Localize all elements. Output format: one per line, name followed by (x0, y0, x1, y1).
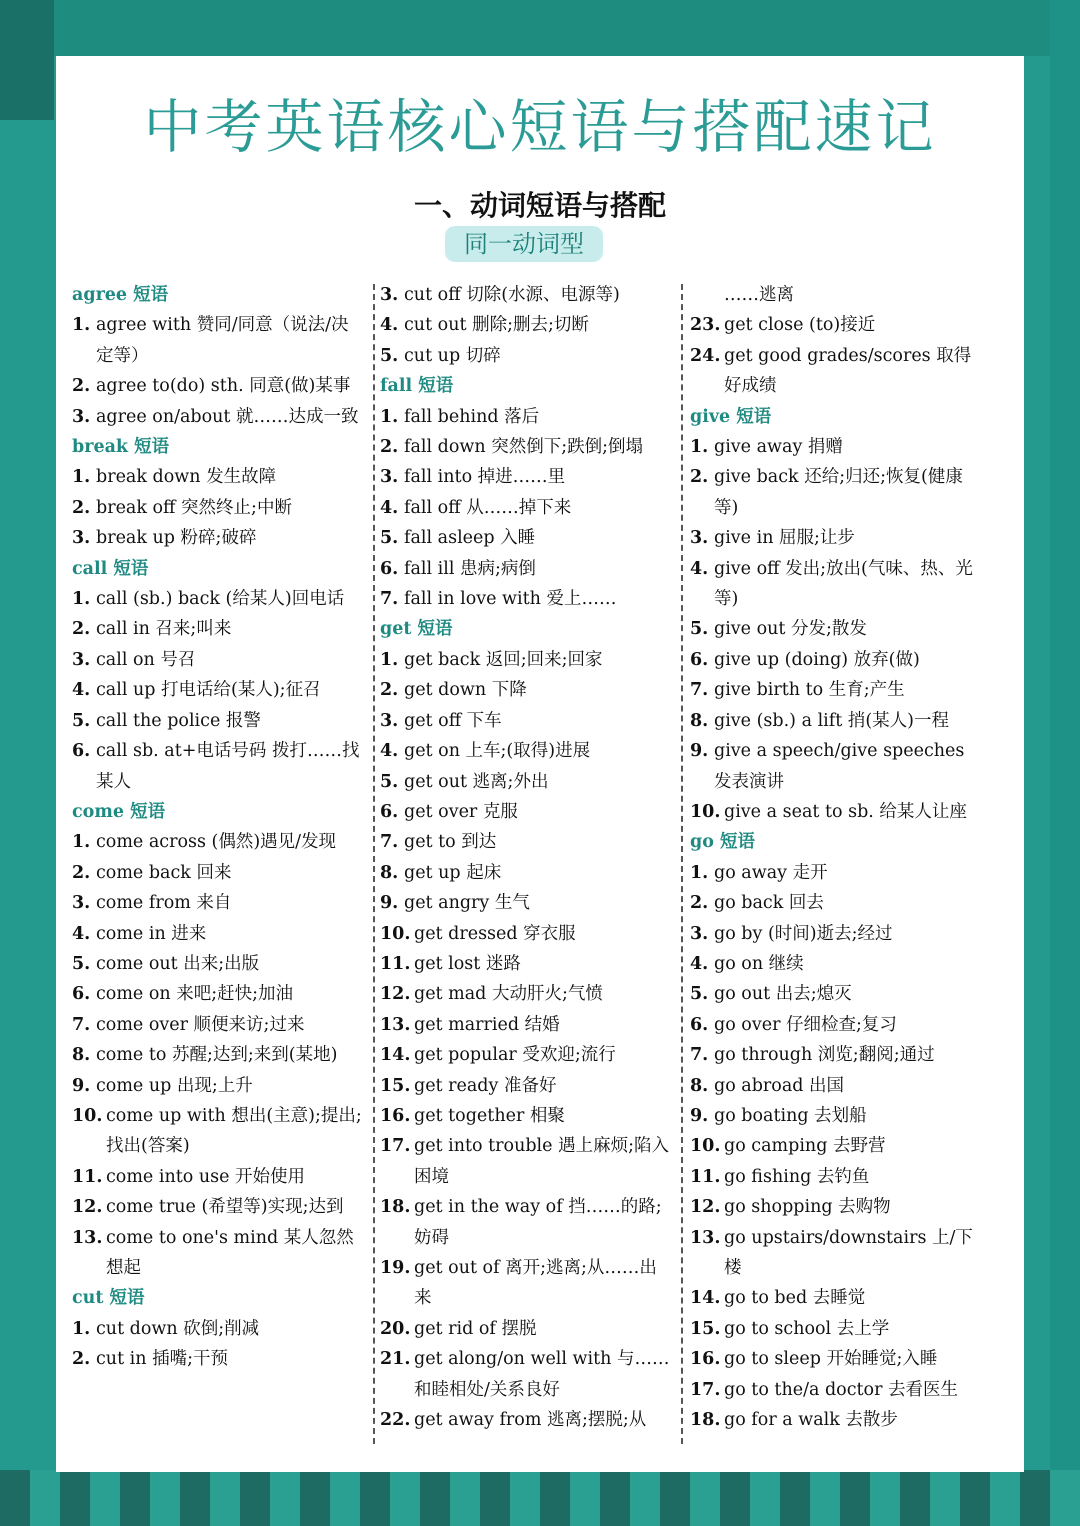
phrase-item (690, 1344, 980, 1374)
item-number: 11. (690, 1166, 721, 1187)
item-number: 12. (690, 1197, 721, 1218)
phrase-text: get married 结婚 (414, 1014, 560, 1035)
item-number: 3. (72, 528, 91, 549)
phrase-text: call (sb.) back (给某人)回电话 (96, 589, 345, 610)
phrase-text: break up 粉碎;破碎 (96, 528, 257, 549)
phrase-item (690, 1283, 980, 1313)
phrase-item (72, 949, 362, 979)
item-number: 7. (690, 1045, 709, 1066)
item-number: 12. (72, 1197, 103, 1218)
column-3 (690, 280, 980, 1435)
phrase-text: come across (偶然)遇见/发现 (96, 832, 337, 853)
phrase-item (380, 1344, 670, 1405)
phrase-item (72, 1010, 362, 1040)
phrase-item (380, 493, 670, 523)
group-heading: cut 短语 (72, 1288, 145, 1309)
item-number: 9. (690, 1105, 709, 1126)
item-number: 6. (690, 1014, 709, 1035)
phrase-text: get lost 迷路 (414, 953, 521, 974)
column-divider (373, 284, 375, 1444)
phrase-text: go by (时间)逝去;经过 (714, 923, 893, 944)
item-number: 14. (690, 1288, 721, 1309)
phrase-item (380, 554, 670, 584)
group-heading: come 短语 (72, 801, 166, 822)
phrase-text: get mad 大动肝火;气愤 (414, 984, 603, 1005)
phrase-text: agree with 赞同/同意（说法/决定等） (96, 315, 349, 366)
phrase-text: come on 来吧;赶快;加油 (96, 984, 294, 1005)
phrase-item (380, 1253, 670, 1314)
item-number: 16. (690, 1349, 721, 1370)
phrase-item (690, 523, 980, 553)
phrase-item (72, 523, 362, 553)
phrase-text: come from 来自 (96, 893, 232, 914)
item-number: 7. (690, 680, 709, 701)
group-heading: get 短语 (380, 619, 453, 640)
phrase-text: fall off 从……掉下来 (404, 497, 572, 518)
item-number: 22. (380, 1410, 411, 1431)
phrase-item (690, 1405, 980, 1435)
phrase-text: go through 浏览;翻阅;通过 (714, 1045, 935, 1066)
phrase-text: get to 到达 (404, 832, 497, 853)
phrase-text: come over 顺便来访;过来 (96, 1014, 305, 1035)
phrase-text: go abroad 出国 (714, 1075, 845, 1096)
item-number: 3. (72, 893, 91, 914)
phrase-text: cut off 切除(水源、电源等) (404, 285, 620, 305)
item-number: 8. (690, 710, 709, 731)
phrase-item (380, 888, 670, 918)
phrase-item (380, 827, 670, 857)
item-number: 2. (72, 376, 91, 397)
phrase-text: fall in love with 爱上…… (404, 589, 617, 610)
phrase-text: cut up 切碎 (404, 345, 501, 366)
phrase-text: get up 起床 (404, 862, 502, 883)
phrase-item (690, 1040, 980, 1070)
item-number: 21. (380, 1349, 411, 1370)
phrase-item (380, 584, 670, 614)
phrase-text: go out 出去;熄灭 (714, 984, 852, 1005)
phrase-text: call sb. at+电话号码 拨打……找某人 (96, 741, 360, 792)
phrase-text: come out 出来;出版 (96, 953, 260, 974)
phrase-text: break off 突然终止;中断 (96, 497, 292, 518)
item-number: 4. (72, 923, 91, 944)
phrase-text: get together 相聚 (414, 1105, 565, 1126)
phrase-text: go shopping 去购物 (724, 1197, 891, 1218)
document-page (56, 56, 1024, 1472)
item-number: 7. (380, 832, 399, 853)
phrase-item (72, 1162, 362, 1192)
section-title: 一、动词短语与搭配 (413, 189, 666, 222)
item-number: 7. (72, 1014, 91, 1035)
phrase-item (72, 919, 362, 949)
item-number: 13. (380, 1014, 411, 1035)
phrase-text: get in the way of 挡……的路;妨碍 (414, 1197, 662, 1248)
item-number: 13. (72, 1227, 103, 1248)
phrase-text: fall behind 落后 (404, 406, 540, 427)
phrase-text: come into use 开始使用 (106, 1166, 306, 1187)
phrase-text: give (sb.) a lift 捎(某人)一程 (714, 710, 949, 731)
item-number: 23. (690, 315, 721, 336)
phrase-text: give off 发出;放出(气味、热、光等) (714, 558, 973, 610)
phrase-item (690, 1192, 980, 1222)
phrase-item (380, 1405, 670, 1435)
phrase-text: go over 仔细检查;复习 (714, 1014, 897, 1035)
column-divider (681, 284, 683, 1444)
phrase-text: go to the/a doctor 去看医生 (724, 1379, 959, 1400)
phrase-text: come up with 想出(主意);提出;找出(答案) (106, 1105, 362, 1157)
phrase-item (380, 1071, 670, 1101)
phrase-item (72, 645, 362, 675)
phrase-item (380, 341, 670, 371)
item-number: 18. (690, 1410, 721, 1431)
phrase-continuation: ……逃离 (724, 285, 794, 305)
phrase-text: call the police 报警 (96, 710, 261, 731)
phrase-item (72, 736, 362, 797)
phrase-text: get on 上车;(取得)进展 (404, 741, 591, 762)
phrase-item (380, 523, 670, 553)
phrase-text: go boating 去划船 (714, 1105, 867, 1126)
item-number: 12. (380, 984, 411, 1005)
phrase-item (690, 1162, 980, 1192)
phrase-text: get over 克服 (404, 801, 518, 822)
item-number: 8. (72, 1045, 91, 1066)
phrase-item (72, 614, 362, 644)
phrase-text: fall asleep 入睡 (404, 528, 536, 549)
item-number: 6. (72, 741, 91, 762)
item-number: 1. (72, 832, 91, 853)
phrase-item (72, 493, 362, 523)
phrase-item (72, 1344, 362, 1374)
column-2 (380, 280, 670, 1435)
item-number: 3. (72, 406, 91, 427)
phrase-item (690, 919, 980, 949)
phrase-text: go for a walk 去散步 (724, 1410, 898, 1431)
phrase-item (690, 706, 980, 736)
item-number: 24. (690, 345, 721, 366)
phrase-item (380, 432, 670, 462)
phrase-item (690, 888, 980, 918)
phrase-item (72, 1223, 362, 1284)
phrase-item (380, 280, 670, 310)
phrase-item (690, 736, 980, 797)
phrase-text: give a seat to sb. 给某人让座 (724, 801, 967, 822)
item-number: 5. (380, 528, 399, 549)
item-number: 2. (72, 862, 91, 883)
item-number: 2. (380, 680, 399, 701)
phrase-text: go away 走开 (714, 862, 828, 883)
item-number: 1. (72, 1318, 91, 1339)
item-number: 14. (380, 1045, 411, 1066)
phrase-text: get back 返回;回来;回家 (404, 649, 603, 670)
phrase-item (380, 736, 670, 766)
phrase-text: go to bed 去睡觉 (724, 1288, 866, 1309)
phrase-item (72, 1192, 362, 1222)
phrase-item (690, 949, 980, 979)
phrase-text: give birth to 生育;产生 (714, 680, 905, 701)
phrase-text: give out 分发;散发 (714, 619, 867, 640)
phrase-item (72, 979, 362, 1009)
phrase-text: fall down 突然倒下;跌倒;倒塌 (404, 437, 644, 458)
item-number: 6. (380, 801, 399, 822)
item-number: 19. (380, 1258, 411, 1278)
item-number: 1. (72, 589, 91, 610)
group-heading: agree 短语 (72, 285, 169, 305)
phrase-text: go to school 去上学 (724, 1318, 890, 1339)
phrase-item (72, 827, 362, 857)
phrase-text: go on 继续 (714, 953, 804, 974)
item-number: 6. (690, 649, 709, 670)
phrase-item (72, 1314, 362, 1344)
item-number: 10. (380, 923, 411, 944)
phrase-item (690, 797, 980, 827)
phrase-text: give up (doing) 放弃(做) (714, 649, 920, 670)
item-number: 16. (380, 1105, 411, 1126)
phrase-item (690, 858, 980, 888)
item-number: 20. (380, 1318, 411, 1339)
phrase-item (72, 402, 362, 432)
item-number: 1. (72, 467, 91, 488)
phrase-item (380, 767, 670, 797)
phrase-item (690, 1375, 980, 1405)
phrase-item (380, 402, 670, 432)
item-number: 4. (690, 558, 709, 579)
phrase-text: come to one's mind 某人忽然想起 (106, 1227, 354, 1278)
phrase-item (380, 919, 670, 949)
phrase-item (72, 1071, 362, 1101)
item-number: 4. (690, 953, 709, 974)
phrase-text: come back 回来 (96, 862, 232, 883)
phrase-item (380, 462, 670, 492)
phrase-text: come to 苏醒;达到;来到(某地) (96, 1045, 338, 1066)
phrase-item (690, 1314, 980, 1344)
item-number: 3. (380, 285, 399, 305)
item-number: 11. (380, 953, 411, 974)
footer-band (0, 1470, 1080, 1526)
phrase-text: come in 进来 (96, 923, 207, 944)
item-number: 9. (380, 893, 399, 914)
phrase-item (72, 1040, 362, 1070)
phrase-item (690, 341, 980, 402)
item-number: 3. (380, 710, 399, 731)
item-number: 4. (380, 497, 399, 518)
item-number: 17. (380, 1136, 411, 1157)
phrase-item (690, 1010, 980, 1040)
phrase-text: go fishing 去钓鱼 (724, 1166, 870, 1187)
phrase-text: get ready 准备好 (414, 1075, 557, 1096)
phrase-item (690, 462, 980, 523)
phrase-text: give in 屈服;让步 (714, 528, 855, 549)
item-number: 7. (380, 589, 399, 610)
item-number: 3. (72, 649, 91, 670)
item-number: 9. (690, 741, 709, 762)
phrase-item (690, 1131, 980, 1161)
right-band (1050, 0, 1080, 1526)
phrase-text: fall into 掉进……里 (404, 467, 566, 488)
item-number: 1. (380, 649, 399, 670)
phrase-text: call in 召来;叫来 (96, 619, 232, 640)
group-heading: break 短语 (72, 437, 170, 458)
phrase-text: come up 出现;上升 (96, 1075, 253, 1096)
phrase-text: get good grades/scores 取得好成绩 (724, 345, 972, 397)
phrase-text: get out of 离开;逃离;从……出来 (414, 1258, 657, 1309)
item-number: 3. (690, 923, 709, 944)
phrase-item (72, 706, 362, 736)
phrase-text: get away from 逃离;摆脱;从 (414, 1410, 647, 1431)
phrase-item (380, 1192, 670, 1253)
item-number: 8. (690, 1075, 709, 1096)
phrase-text: get close (to)接近 (724, 315, 876, 336)
phrase-item (690, 979, 980, 1009)
phrase-item (380, 706, 670, 736)
item-number: 2. (690, 893, 709, 914)
phrase-item (690, 614, 980, 644)
phrase-item (72, 462, 362, 492)
item-number: 17. (690, 1379, 721, 1400)
group-heading: fall 短语 (380, 376, 454, 397)
phrase-item (72, 888, 362, 918)
item-number: 5. (380, 345, 399, 366)
item-number: 15. (380, 1075, 411, 1096)
phrase-item (690, 310, 980, 340)
phrase-text: cut out 删除;删去;切断 (404, 315, 589, 336)
phrase-text: get down 下降 (404, 680, 527, 701)
item-number: 4. (380, 315, 399, 336)
item-number: 2. (72, 619, 91, 640)
column-1 (72, 280, 362, 1375)
item-number: 1. (72, 315, 91, 336)
item-number: 11. (72, 1166, 103, 1187)
phrase-item (380, 858, 670, 888)
item-number: 10. (690, 801, 721, 822)
page-title: 中考英语核心短语与搭配速记 (143, 93, 937, 161)
phrase-item (380, 645, 670, 675)
phrase-item (690, 1071, 980, 1101)
item-number: 8. (380, 862, 399, 883)
phrase-item (72, 858, 362, 888)
item-number: 1. (690, 437, 709, 458)
item-number: 2. (72, 1349, 91, 1370)
phrase-text: agree to(do) sth. 同意(做)某事 (96, 376, 351, 397)
item-number: 1. (380, 406, 399, 427)
phrase-text: get into trouble 遇上麻烦;陷入困境 (414, 1136, 669, 1187)
group-heading: go 短语 (690, 832, 756, 853)
phrase-item (380, 979, 670, 1009)
phrase-text: get dressed 穿衣服 (414, 923, 576, 944)
phrase-item (690, 1223, 980, 1284)
group-heading: call 短语 (72, 558, 149, 579)
phrase-text: give a speech/give speeches 发表演讲 (714, 741, 965, 792)
phrase-item (380, 797, 670, 827)
phrase-item (690, 675, 980, 705)
phrase-item (380, 1040, 670, 1070)
phrase-text: agree on/about 就……达成一致 (96, 406, 359, 427)
item-number: 5. (690, 619, 709, 640)
item-number: 15. (690, 1318, 721, 1339)
item-number: 13. (690, 1227, 721, 1248)
phrase-item (72, 584, 362, 614)
item-number: 6. (72, 984, 91, 1005)
phrase-item (380, 1010, 670, 1040)
phrase-text: call on 号召 (96, 649, 196, 670)
phrase-text: get angry 生气 (404, 893, 530, 914)
phrase-item (690, 1101, 980, 1131)
item-number: 10. (72, 1105, 103, 1126)
phrase-text: get rid of 摆脱 (414, 1318, 537, 1339)
phrase-text: come true (希望等)实现;达到 (106, 1197, 344, 1218)
phrase-text: give away 捐赠 (714, 437, 843, 458)
item-number: 10. (690, 1136, 721, 1157)
item-number: 3. (380, 467, 399, 488)
phrase-item (72, 371, 362, 401)
phrase-text: cut in 插嘴;干预 (96, 1349, 228, 1370)
phrase-text: go upstairs/downstairs 上/下楼 (724, 1227, 973, 1278)
item-number: 4. (380, 741, 399, 762)
phrase-text: get popular 受欢迎;流行 (414, 1045, 616, 1066)
item-number: 2. (380, 437, 399, 458)
phrase-item (690, 554, 980, 615)
phrase-item (72, 310, 362, 371)
item-number: 5. (380, 771, 399, 792)
phrase-item (380, 310, 670, 340)
item-number: 6. (380, 558, 399, 579)
phrase-text: cut down 砍倒;削减 (96, 1318, 260, 1339)
phrase-item (72, 675, 362, 705)
item-number: 5. (690, 984, 709, 1005)
phrase-item (380, 949, 670, 979)
phrase-item (72, 1101, 362, 1162)
phrase-text: break down 发生故障 (96, 467, 277, 488)
phrase-text: go to sleep 开始睡觉;入睡 (724, 1349, 938, 1370)
phrase-item (690, 432, 980, 462)
phrase-text: fall ill 患病;病倒 (404, 558, 536, 579)
phrase-text: give back 还给;归还;恢复(健康等) (714, 467, 963, 518)
phrase-text: go camping 去野营 (724, 1136, 886, 1157)
phrase-item (690, 645, 980, 675)
item-number: 3. (690, 528, 709, 549)
item-number: 1. (690, 862, 709, 883)
item-number: 4. (72, 680, 91, 701)
phrase-item (380, 1101, 670, 1131)
phrase-text: get off 下车 (404, 710, 502, 731)
phrase-item (380, 675, 670, 705)
item-number: 5. (72, 953, 91, 974)
phrase-text: get out 逃离;外出 (404, 771, 549, 792)
phrase-text: go back 回去 (714, 893, 824, 914)
corner-accent (0, 0, 54, 120)
phrase-item (380, 1131, 670, 1192)
item-number: 5. (72, 710, 91, 731)
item-number: 9. (72, 1075, 91, 1096)
group-heading: give 短语 (690, 406, 772, 427)
subsection-badge: 同一动词型 (445, 226, 603, 262)
phrase-item (380, 1314, 670, 1344)
item-number: 2. (690, 467, 709, 488)
item-number: 2. (72, 497, 91, 518)
phrase-text: call up 打电话给(某人);征召 (96, 680, 321, 701)
top-band (0, 0, 1080, 56)
phrase-text: get along/on well with 与……和睦相处/关系良好 (414, 1349, 670, 1400)
item-number: 18. (380, 1197, 411, 1218)
